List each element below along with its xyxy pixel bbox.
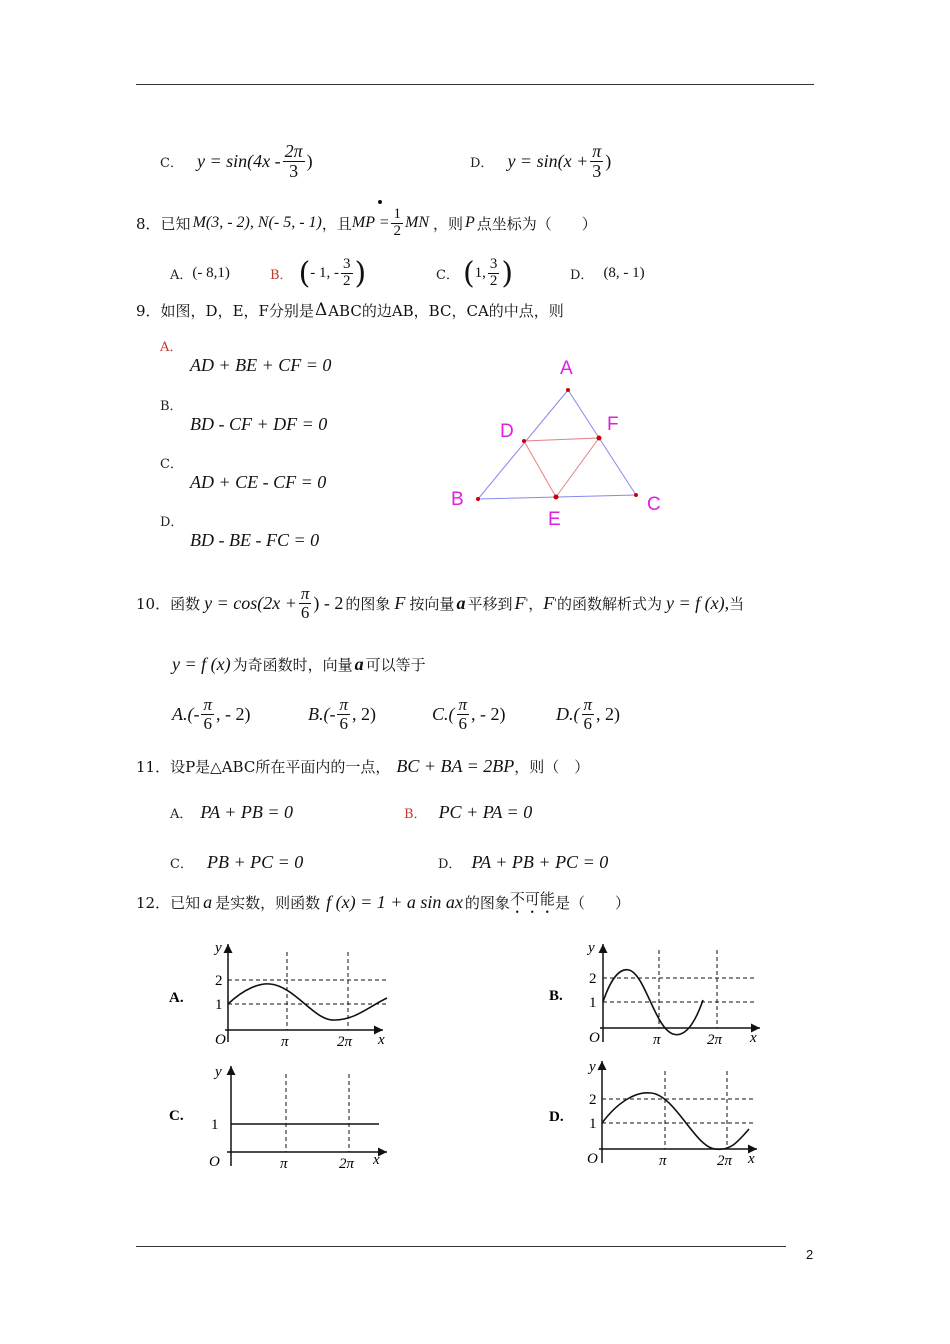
q9-stem: 9． 如图，D，E，F分别是 Δ ABC的边AB，BC，CA的中点，则 <box>136 300 564 320</box>
q7-option-d-frac: $\frac{\pi}{3}$ <box>592 140 602 181</box>
q10-stem: 10． 函数 y = cos(2x + $\frac{\pi}{6}$ ) - 2 的图象 F 按向量 a 平移到 F ' ， F ' 的函数解析式为 y = f (x), 当 <box>136 583 745 622</box>
graph-c <box>165 1060 395 1172</box>
q9-option-a: A． AD + BE + CF = 0 <box>160 340 332 375</box>
q7-option-c-label: C． <box>160 155 183 171</box>
graph-b-label: B. <box>549 988 563 1004</box>
graph-a-label: A. <box>169 990 184 1006</box>
svg-text:2: 2 <box>215 973 223 989</box>
q11-option-d: D． PA + PB + PC = 0 <box>438 852 609 872</box>
header-rule <box>136 84 814 85</box>
graph-a <box>165 938 395 1050</box>
svg-text:1: 1 <box>589 995 597 1011</box>
q11-option-c: C． PB + PC = 0 <box>170 852 304 872</box>
q11-stem: 11． 设P是△ABC所在平面内的一点， BC + BA = 2BP ，则（ ） <box>136 755 590 776</box>
midline-fe <box>556 438 599 497</box>
q8-option-b: B． ( - 1, - $\frac{3}{2}$ ) <box>270 255 367 291</box>
q7-option-d-label: D． <box>470 155 494 171</box>
svg-text:2: 2 <box>589 971 597 987</box>
q7-option-c: C． y = sin(4x - $\frac{2\pi}{3}$ ) <box>160 140 313 181</box>
svg-text:y: y <box>589 1059 596 1075</box>
midline-de <box>524 441 556 497</box>
svg-text:2: 2 <box>589 1092 597 1108</box>
q9-option-d: D． BD - BE - FC = 0 <box>160 515 320 550</box>
point-d <box>522 439 526 443</box>
label-b: B <box>451 489 464 510</box>
label-f: F <box>607 414 619 435</box>
point-c <box>634 493 638 497</box>
svg-text:π: π <box>280 1156 288 1172</box>
svg-text:π: π <box>659 1153 667 1169</box>
q10-option-c: C.( $\frac{\pi}{6}$ , - 2) <box>432 694 506 733</box>
q8-options <box>170 250 810 296</box>
svg-text:π: π <box>281 1034 289 1050</box>
svg-text:π: π <box>653 1032 661 1048</box>
svg-text:y: y <box>588 940 595 956</box>
point-e <box>554 495 559 500</box>
q8-half: $\frac{1}{2}$ <box>393 205 401 239</box>
graph-d-label: D. <box>549 1109 564 1125</box>
label-a: A <box>560 358 573 379</box>
svg-text:O: O <box>587 1151 598 1167</box>
point-f <box>597 436 602 441</box>
q9-option-c: C． AD + CE - CF = 0 <box>160 457 327 492</box>
svg-text:y: y <box>215 940 222 956</box>
svg-text:y: y <box>215 1064 222 1080</box>
label-e: E <box>548 509 561 530</box>
graph-a-curve <box>228 984 387 1020</box>
point-b <box>476 497 480 501</box>
svg-text:1: 1 <box>215 997 223 1013</box>
svg-text:1: 1 <box>589 1116 597 1132</box>
svg-text:1: 1 <box>211 1117 219 1133</box>
graph-d <box>545 1055 770 1170</box>
footer-rule <box>136 1246 786 1247</box>
q10-options <box>172 690 772 738</box>
svg-text:2π: 2π <box>717 1153 733 1169</box>
q10-option-a: A.(- $\frac{\pi}{6}$ , - 2) <box>172 694 251 733</box>
svg-text:2π: 2π <box>707 1032 723 1048</box>
q12-stem: 12． 已知 a 是实数，则函数 f (x) = 1 + a sin ax 的图象 不可能 是（ ） <box>136 888 630 916</box>
q7-option-c-frac: $\frac{2\pi}{3}$ <box>284 140 303 181</box>
q8-option-d: D． (8, - 1) <box>570 264 645 283</box>
q8-dot-marker <box>378 200 382 204</box>
q9-option-b: B． BD - CF + DF = 0 <box>160 399 328 434</box>
midline-df <box>524 438 599 441</box>
q11-option-a: A． PA + PB = 0 <box>170 802 294 822</box>
graph-b <box>545 938 770 1050</box>
svg-text:x: x <box>750 1030 757 1046</box>
label-d: D <box>500 421 514 442</box>
svg-text:O: O <box>589 1030 600 1046</box>
svg-text:O: O <box>215 1032 226 1048</box>
page-number: 2 <box>806 1247 814 1262</box>
triangle-figure <box>440 350 680 535</box>
svg-text:2π: 2π <box>337 1034 353 1050</box>
triangle-outline <box>478 390 636 499</box>
svg-text:x: x <box>373 1152 380 1168</box>
svg-text:O: O <box>209 1154 220 1170</box>
svg-text:x: x <box>748 1151 755 1167</box>
label-c: C <box>647 494 661 515</box>
svg-text:x: x <box>378 1032 385 1048</box>
q11-option-b: B． PC + PA = 0 <box>404 802 533 822</box>
graph-c-label: C. <box>169 1108 184 1124</box>
svg-text:2π: 2π <box>339 1156 355 1172</box>
q7-option-c-expr: y = sin(4x - <box>196 150 281 171</box>
q8-stem: 8． 已知 M(3, - 2), N(- 5, - 1) ，且 MP = $\frac{1}{2}$ MN ，则 P 点坐标为（ ） <box>136 205 597 239</box>
q8-option-c: C． ( 1, $\frac{3}{2}$ ) <box>436 255 514 291</box>
q7-option-d-expr: y = sin(x + <box>507 150 589 171</box>
q10-line2: y = f (x) 为奇函数时，向量 a 可以等于 <box>172 653 426 674</box>
point-a <box>566 388 570 392</box>
q7-option-d: D． y = sin(x + $\frac{\pi}{3}$ ) <box>470 140 612 181</box>
q8-option-a: A． (- 8,1) <box>170 264 230 283</box>
q10-option-b: B.(- $\frac{\pi}{6}$ , 2) <box>308 694 377 733</box>
q10-option-d: D.( $\frac{\pi}{6}$ , 2) <box>556 694 621 733</box>
q12-emphasis: 不可能 <box>509 889 555 908</box>
